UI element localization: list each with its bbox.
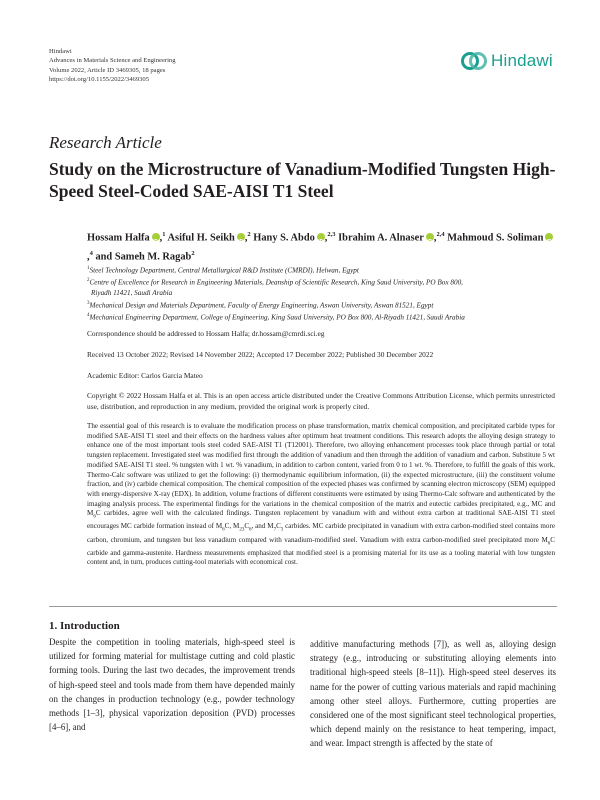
intro-paragraph-left: Despite the competition in tooling materials, high-speed steel is utilized for forming material for multistage cutting and cold plastic forming tools. During the last two decades, the improvement trends of high-speed steel and tools made from them have depended mainly on the changes in production technology (e.g., powder technology methods [1–3], physical vaporization deposition (PVD) processes [4–6], and [49,637,295,733]
abstract-text: C [276,522,281,531]
affiliations [87,264,557,323]
affiliation-number: 2 [87,278,90,284]
correspondence: Correspondence should be addressed to Hossam Halfa; dr.hossam@cmrdi.sci.eg [87,329,325,338]
article-type: Research Article [49,133,162,152]
intro-paragraph-right: additive manufacturing methods [7]), as well as, alloying design strategy (e.g., introducing or substituting alloying elements into traditional high-speed steels [8–11]). High-speed steel deserves its name for the power of cutting various materials and rapid machining among other steel alloys. Furthermore, cutting properties are considered one of the most significant steel technological properties, which depend mainly on the resistance to heat tempering, impact, and wear. Impact strength is affected by the state of [310,639,556,749]
affiliation-line [87,288,557,299]
affiliation-text: Centre of Excellence for Research in Engineering Materials, Deanship of Scientific Research, King Saud University, PO Box 800, [89,278,463,287]
abstract-text: C, M [224,522,240,531]
subscript: 6 [249,527,252,533]
section-heading: 1. Introduction [49,620,120,632]
affiliation-line [87,264,557,276]
subscript: 7 [273,527,277,533]
subscript: 23 [239,527,245,533]
author-affiliation-mark: 2 [247,231,251,238]
affiliation-number: 1 [87,266,90,271]
hindawi-logo[interactable] [461,50,553,72]
abstract [87,422,555,568]
affiliation-text: Mechanical Engineering Department, College of Engineering, King Saud University, PO Box 800, Al-Riyadh 11421, Saudi Arabia [89,313,465,322]
hindawi-logo-icon [461,50,487,72]
doi-link[interactable]: https://doi.org/10.1155/2022/3469305 [49,76,150,84]
author-affiliation-mark: 4 [89,250,93,258]
affiliation-text: Riyadh 11421, Saudi Arabia [91,289,173,298]
journal-header [49,47,176,85]
subscript: 3 [280,527,284,533]
orcid-icon[interactable] [545,233,553,241]
author-name[interactable]: Mahmoud S. Soliman [447,232,544,244]
subscript: 6 [93,514,96,520]
affiliation-number: 4 [87,313,90,319]
abstract-text: carbides. MC carbide precipitated in vanadium with extra carbon-modified steel contains more carbon, chromium, and tungsten but less vanadium compared with vanadium-modified steel. Vanadium with extra carbon-modified steel precipitated more M [87,522,555,544]
orcid-icon[interactable] [237,233,245,241]
paper-title: Study on the Microstructure of Vanadium-Modified Tungsten High-Speed Steel-Coded SAE-AISI T1 Steel [49,159,556,201]
orcid-icon[interactable] [317,233,325,241]
logo-text: Hindawi [491,51,553,70]
abstract-text: C [244,522,250,531]
copyright-notice: Copyright © 2022 Hossam Halfa et al. This is an open access article distributed under the Creative Commons Attribution License, which permits unrestricted use, distribution, and reproduction in any medium, provided the original work is properly cited. [87,391,555,411]
affiliation-line [87,299,557,311]
publisher-name: Hindawi [49,48,72,55]
author-affiliation-mark: 2 [191,250,195,258]
author-name[interactable]: Asiful H. Seikh [167,232,235,244]
author-affiliation-mark: 1 [162,231,166,238]
subscript: 6 [547,540,551,546]
author-name[interactable]: Sameh M. Ragab [114,251,192,263]
academic-editor: Academic Editor: Carlos Garcia Mateo [87,371,203,380]
affiliation-text: Steel Technology Department, Central Metallurgical R&D Institute (CMRDI), Helwan, Egypt [89,266,359,275]
affiliation-number: 3 [87,301,90,307]
abstract-text: , and M [251,522,274,531]
publication-dates: Received 13 October 2022; Revised 14 November 2022; Accepted 17 December 2022; Published 30 December 2022 [87,350,434,359]
section-divider [49,606,557,607]
journal-name: Advances in Materials Science and Engineering [49,57,176,65]
author-list: Hossam HalfaiD ,$^1$ Asiful H. SeikhiD ,$^2$ Hany S. AbdoiD ,$^{2,3}$ Ibrahim A. AlnaseriD ,$^{2,4}$ Mahmoud S. SolimaniD,$^4$ and Sameh M. Ragab$^2$ [87,227,557,266]
affiliation-text: Mechanical Design and Materials Department, Faculty of Energy Engineering, Aswan University, Aswan 81521, Egypt [89,301,434,310]
orcid-icon[interactable] [152,233,160,241]
subscript: 6 [222,527,225,533]
author-affiliation-mark: 2,4 [436,231,445,238]
affiliation-line [87,311,557,323]
abstract-text: C carbide and gamma-austenite. Hardness measurements emphasized that modified steel is a promising material for its use as a tooling material with low tungsten content and, in turn, produces cutting-tool materials with economical cost. [87,535,555,567]
author-name[interactable]: Hany S. Abdo [253,232,315,244]
abstract-text: C carbides, agree well with the calculated findings. Tungsten replacement by vanadium with and without extra carbon at traditional SAE-AISI T1 steel encourages MC carbide formation instead of M [87,509,555,531]
orcid-icon[interactable] [426,233,434,241]
intro-right-column [310,637,556,751]
volume-line: Volume 2022, Article ID 3469305, 18 pages [49,66,166,74]
author-name[interactable]: Hossam Halfa [87,232,150,244]
affiliation-line [87,276,557,288]
author-name[interactable]: Ibrahim A. Alnaser [338,232,424,244]
author-affiliation-mark: 2,3 [327,231,336,238]
intro-left-column [49,620,295,734]
abstract-text: The essential goal of this research is to evaluate the modification process on phase transformation, matrix chemical composition, and precipitated carbide types for modified SAE-AISI T1 steel and their effects on the hardness values after optimum heat treatment conditions. This research adopts the alloying design strategy to enhance one of the most important tools steel coded SAE-AISI T1 (T12001). Therefore, two alloying enhancement processes took place through partial or total tungsten replacement. Investigated steel was modified first through the addition of vanadium and then through the addition of vanadium and carbon. Substitute 5 wt modified SAE-AISI T1 steel. % tungsten with 1 wt. % vanadium, in addition to carbon content, varied from 0 to 1 wt. %. Therefore, to fulfill the goals of this work, Thermo-Calc software was utilized to get the following: (i) thermodynamic equilibrium information, (ii) the expected microstructure, (iii) the constituent volume fraction, and (iv) carbide chemical composition. The chemical composition of the expected phases was confirmed by scanning electron microscopy (SEM) equipped with energy-dispersive X-ray (EDX). In addition, volume fractions of different constituents were estimated by using Thermo-Calc software and authenticated by the imaging analysis process. The experimental findings for the variations in the chemical composition of the matrix and eutectic carbides precipitated, e.g., MC and M [87,422,555,518]
